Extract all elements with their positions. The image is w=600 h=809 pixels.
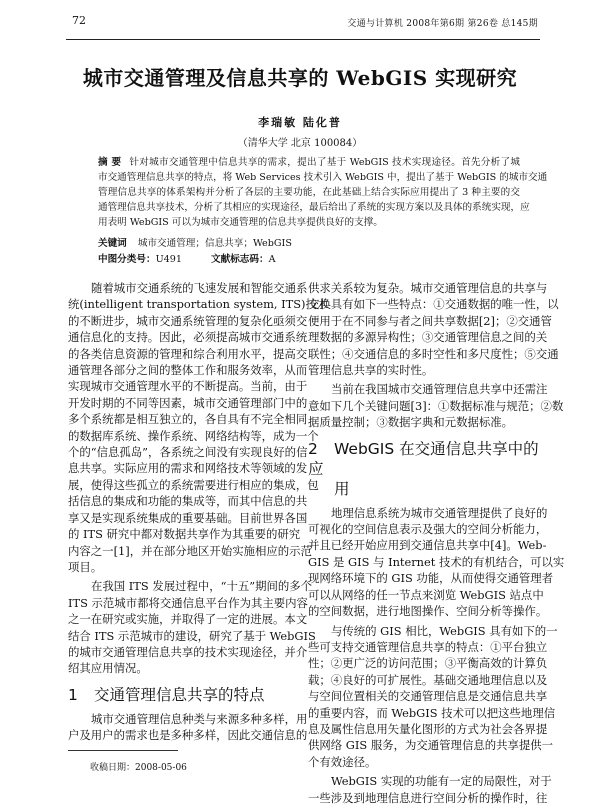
text-line: 并且已经开始应用到交通信息共享中[4]。Web- [308,538,547,553]
classification-value: U491 [155,254,182,265]
text-line: 当前在我国城市交通管理信息共享中还需注 [331,382,548,397]
paragraph [68,280,329,575]
text-line: 与传统的 GIS 相比，WebGIS 具有如下的一 [331,623,558,638]
text-line: 交换具有如下一些特点：①交通数据的唯一性，以 [308,297,559,312]
text-line: 内容之一[1]，并在部分地区开始实施相应的示范 [68,543,312,558]
text-line: 城市交通管理信息种类与来源多种多样，用 [91,711,308,726]
text-line: 结合 ITS 示范城市的建设，研究了基于 WebGIS [68,628,316,643]
text-line: 可视化的空间信息表示及强大的空间分析能力， [308,522,548,537]
abstract-line [98,155,520,170]
text-line: 户及用户的需求也是多种多样，因此交通信息的 [68,728,308,743]
section-heading-2 [308,439,540,499]
paragraph [308,280,559,378]
text-line: 的城市交通管理信息共享的技术实现途径，并介 [68,644,308,659]
text-line: 个有效途径。 [308,754,377,769]
section-title: 交通管理信息共享的特点 [94,685,265,704]
text-line: 的空间数据，进行地图操作、空间分析等操作。 [308,604,548,619]
text-line: 的各类信息资源的管理和综合利用水平，提高交 [68,346,308,361]
abstract-line: 用表明 WebGIS 可以为城市交通管理的信息共享提供良好的支撑。 [98,217,383,228]
section-number: 2 [308,439,318,458]
text-line: 的不断进步，城市交通系统管理的复杂化亟须交 [68,313,308,328]
keywords-value: 城市交通管理；信息共享；WebGIS [137,238,292,249]
text-line: 绍其应用情况。 [68,661,148,676]
section-heading-1 [68,685,300,705]
text-line: 实现城市交通管理水平的不断提高。当前，由于 [68,379,308,394]
text-line: 多个系统都是相互独立的，各自具有不完全相同 [68,412,308,427]
abstract-label: 摘 要 [98,157,122,168]
abstract [98,155,548,230]
text-line: 享又是实现系统集成的重要基础。目前世界各国 [68,510,308,525]
received-date: 收稿日期：2008-05-06 [90,763,187,773]
text-line: 的重要内容，而 WebGIS 技术可以把这些地理信 [308,705,556,720]
authors: 李瑞敏 陆化普 [258,116,342,129]
abstract-line: 市交通管理信息共享的特点，将 Web Services 技术引入 WebGIS 中，提出了基于 WebGIS 的城市交通 [98,172,548,183]
text-line: 括信息的集成和功能的集成等，而其中信息的共 [68,494,308,509]
text-line: 的数据库系统、操作系统、网络结构等，成为一个 [68,428,319,443]
section-title-line1: WebGIS 在交通信息共享中的应 [308,439,539,478]
paragraph [308,505,565,620]
keywords-label: 关键词 [98,238,127,249]
journal-header: 交通与计算机 2008年第6期 第26卷 总145期 [347,19,538,29]
text-line: 些可支持交通管理信息共享的特点：①平台独立 [308,639,548,654]
paragraph [308,381,564,430]
text-line: 项目。 [68,559,103,574]
footnote-rule [68,750,178,751]
text-line: 随着城市交通系统的飞速发展和智能交通系 [91,281,308,295]
paper-title: 城市交通管理及信息共享的 WebGIS 实现研究 [82,66,518,90]
text-line: GIS 是 GIS 与 Internet 技术的有机结合，可以实 [308,554,565,569]
paragraph [308,773,552,806]
page-number: 72 [72,14,86,27]
paragraph [68,711,308,744]
text-line: 一些涉及到地理信息进行空间分析的操作时，往 [308,790,548,805]
text-line: 据质量控制；③数据字典和元数据标准。 [308,415,514,430]
text-line: 息及属性信息用矢量化图形的方式为社会各界提 [308,721,548,736]
text-line: WebGIS 实现的功能有一定的局限性，对于 [331,774,552,789]
left-column [68,280,329,747]
text-line: 的 ITS 研究中都对数据共享作为其重要的研究 [68,527,301,542]
section-number: 1 [68,685,78,704]
text-line: 意如下几个关键问题[3]：①数据标准与规范；②数 [308,398,564,413]
text-line: 展，使得这些孤立的系统需要进行相应的集成，包 [68,477,319,492]
classification-label: 中图分类号： [98,254,156,265]
text-line: 载；④良好的可扩展性。基础交通地理信息以及 [308,672,548,687]
text-line: 现网络环境下的 GIS 功能，从而使得交通管理者 [308,571,554,586]
abstract-text: 针对城市交通管理中信息共享的需求，提出了基于 WebGIS 技术实现途径。首先分析了城 [129,157,520,168]
text-line: 理数据的多源异构性；③交通管理信息之间的关 [308,330,548,345]
text-line: 息共享。实际应用的需求和网络技术等领域的发 [68,461,308,476]
right-column [308,280,565,809]
abstract-line: 管理信息共享的体系架构并分析了各层的主要功能，在此基础上结合实际应用提出了 3 种主要的交 [98,187,520,198]
abstract-line: 通管理信息共享技术，分析了其相应的实现途径，最后给出了系统的实现方案以及具体的系统实现，应 [98,202,530,213]
classification [98,251,276,265]
paragraph [68,578,316,676]
text-line: 性；②更广泛的访问范围；③平衡高效的计算负 [308,656,548,671]
text-line: 通信息化的支持。因此，必须提高城市交通系统 [68,330,308,345]
doc-code-label: 文献标志码： [211,254,269,265]
section-title-line2: 用 [334,479,350,498]
text-line: 管理信息共享的实时性。 [308,363,434,378]
text-line: 开发时期的不同等因素，城市交通管理部门中的 [68,395,308,410]
text-line: 在我国 ITS 发展过程中，“十五”期间的多个 [91,579,313,594]
text-line: ITS 示范城市都将交通信息平台作为其主要内容 [68,595,308,610]
text-line: 供网络 GIS 服务，为交通管理信息的共享提供一 [308,738,554,753]
text-line: 统(intelligent transportation system, ITS)技术 [68,297,329,312]
text-line: 联性；④交通信息的多时空性和多尺度性；⑤交通 [308,346,559,361]
text-line: 通管理各部分之间的整体工作和服务效率，从而 [68,363,308,378]
text-line: 之一在研究或实施，并取得了一定的进展。本文 [68,612,308,627]
paragraph [308,623,558,771]
header-rule [66,39,540,40]
text-line: 便用于在不同参与者之间共享数据[2]；②交通管 [308,313,552,328]
keywords [98,235,292,249]
text-line: 与空间位置相关的交通管理信息是交通信息共享 [308,689,548,704]
text-line: 地理信息系统为城市交通管理提供了良好的 [331,505,548,520]
doc-code-value: A [268,254,276,265]
text-line: 个的“信息孤岛”，各系统之间没有实现良好的信 [68,445,308,460]
text-line: 供求关系较为复杂。城市交通管理信息的共享与 [308,281,548,295]
text-line: 可以从网络的任一节点来浏览 WebGIS 站点中 [308,587,544,602]
affiliation: （清华大学 北京 100084） [237,138,363,149]
